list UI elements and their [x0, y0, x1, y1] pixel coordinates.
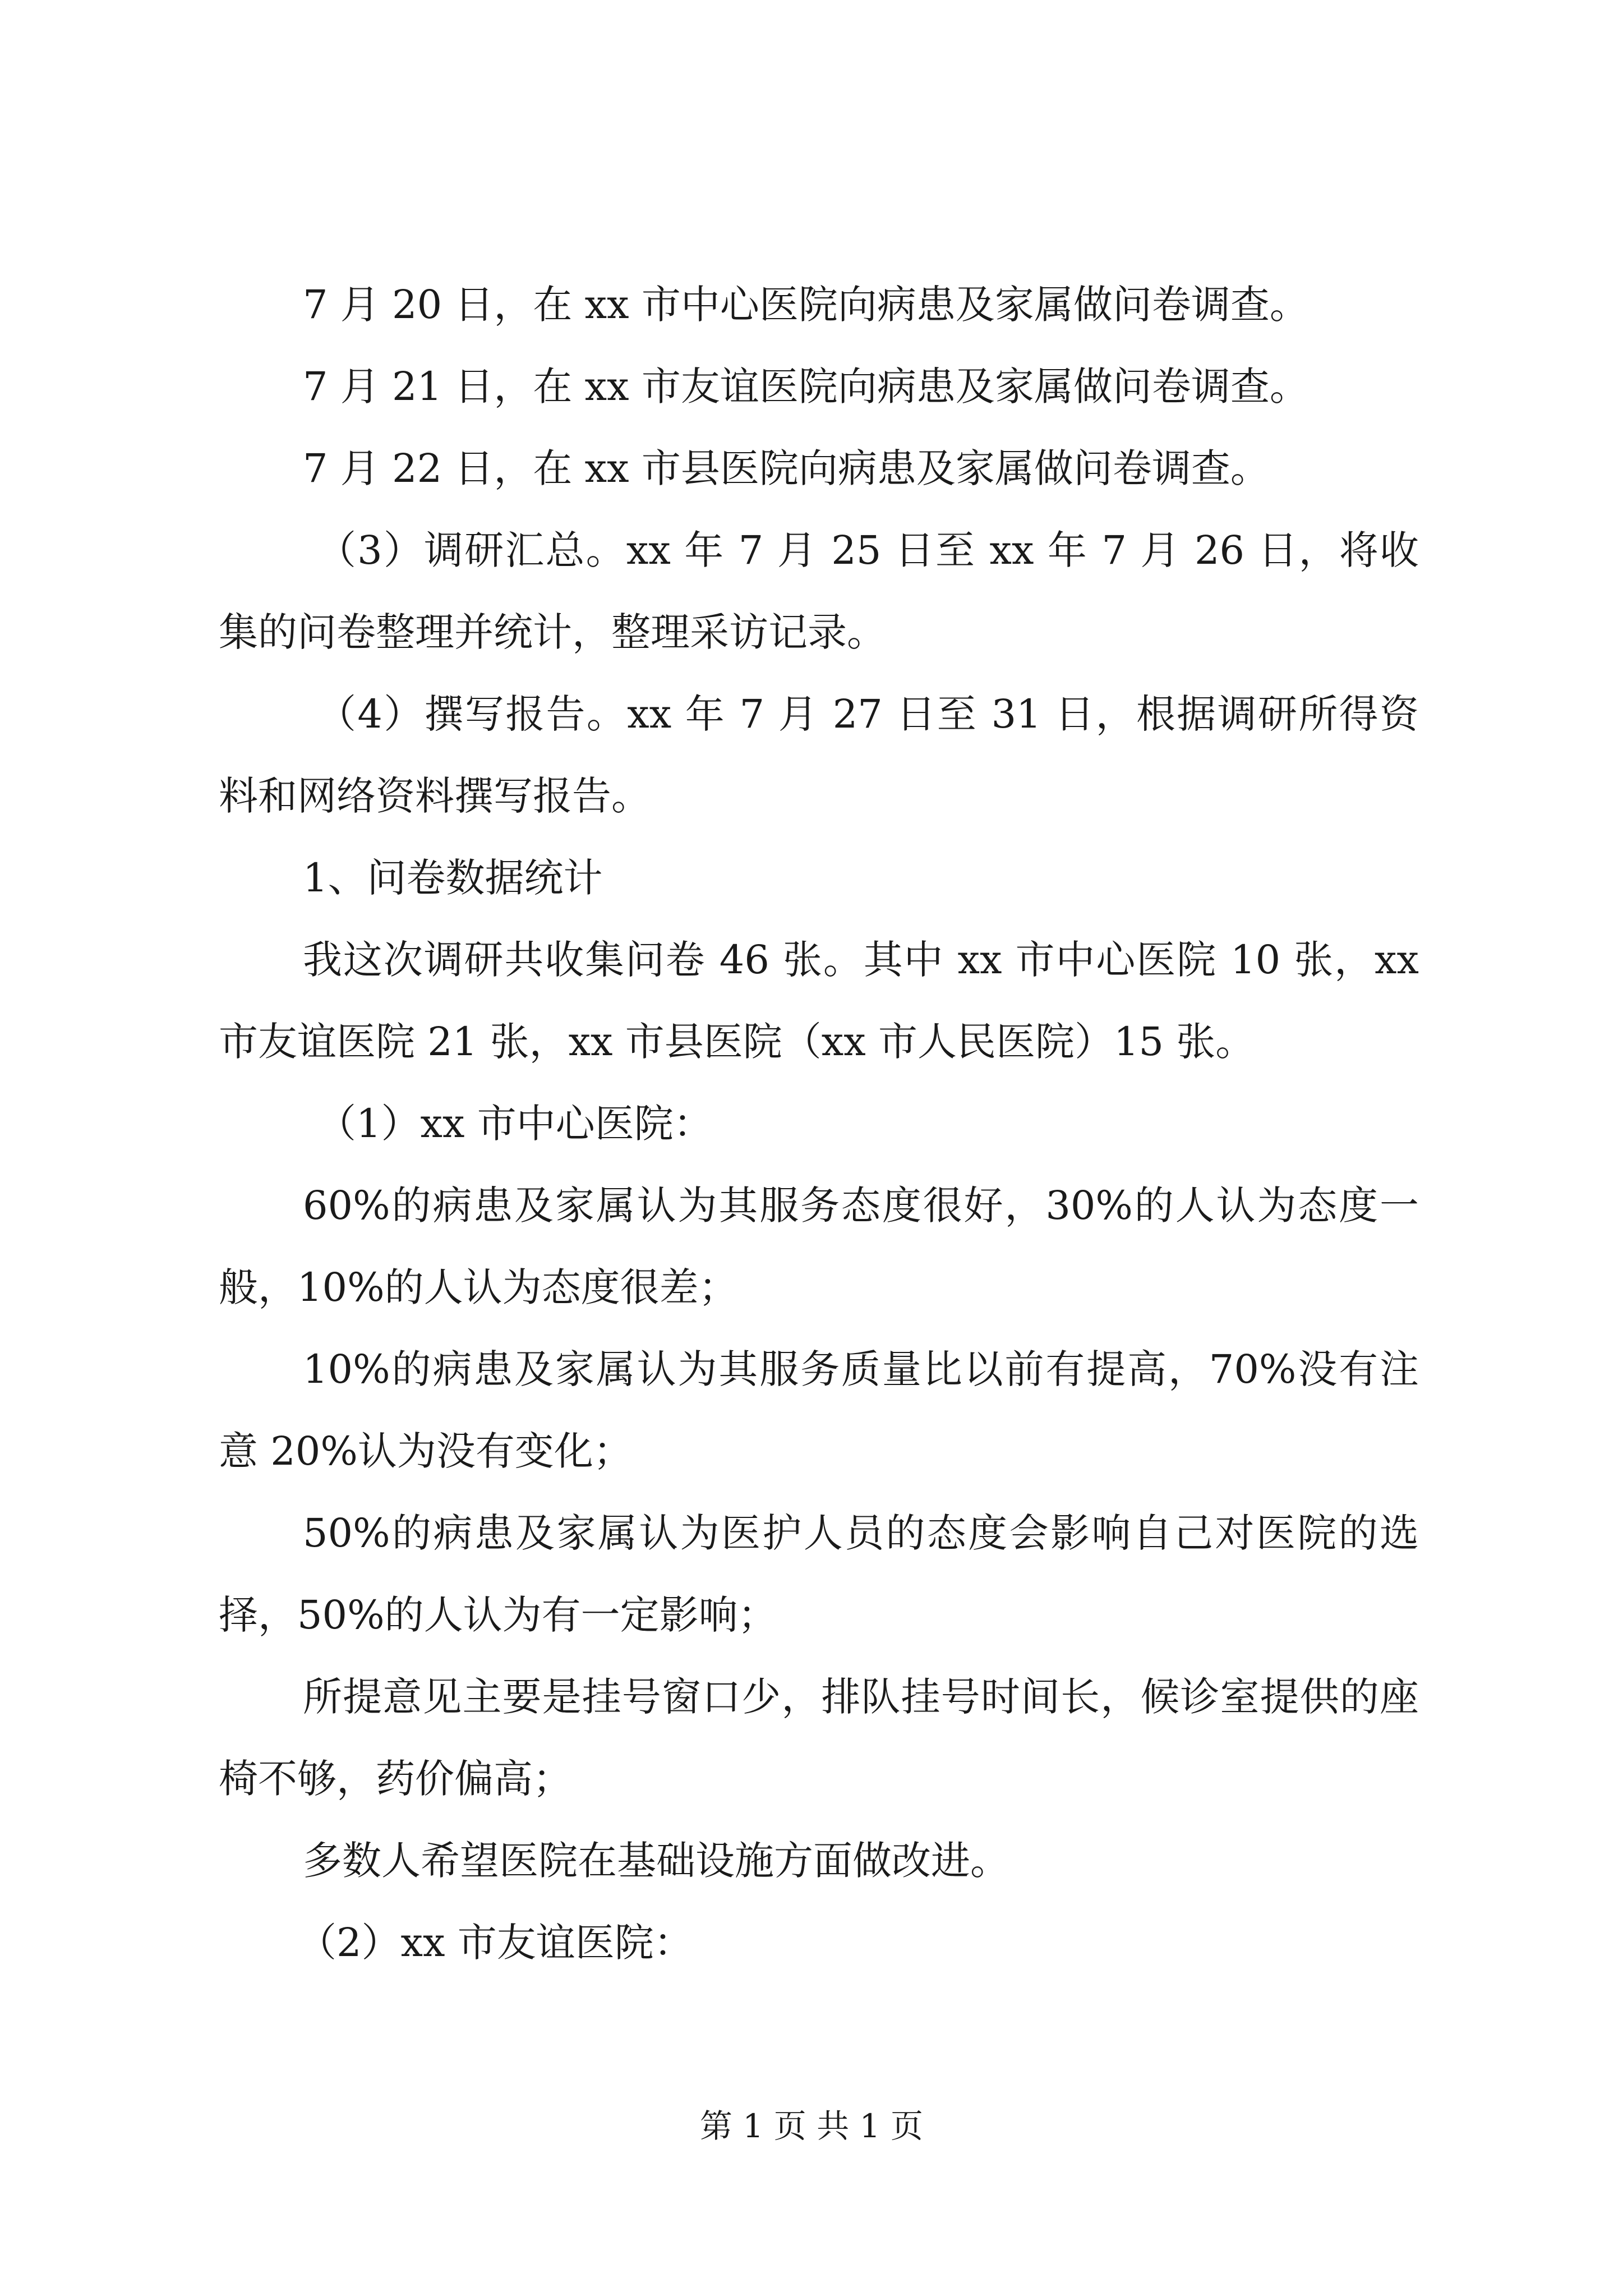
- paragraph-research-summary: （3）调研汇总。xx 年 7 月 25 日至 xx 年 7 月 26 日，将收集的问卷整理并统计，整理采访记录。: [219, 527, 1419, 655]
- paragraph-survey-jul-22: 7 月 22 日，在 xx 市县医院向病患及家属做问卷调查。: [303, 445, 1270, 491]
- paragraph-survey-jul-20: 7 月 20 日，在 xx 市中心医院向病患及家属做问卷调查。: [303, 282, 1309, 328]
- paragraph-questionnaire-totals: 我这次调研共收集问卷 46 张。其中 xx 市中心医院 10 张，xx 市友谊医院 21 张，xx 市县医院（xx 市人民医院）15 张。: [219, 937, 1419, 1065]
- paragraph-write-report: （4）撰写报告。xx 年 7 月 27 日至 31 日，根据调研所得资料和网络资料撰写报告。: [219, 691, 1419, 819]
- paragraph-staff-attitude-influence: 50%的病患及家属认为医护人员的态度会影响自己对医院的选择，50%的人认为有一定影响；: [219, 1510, 1419, 1638]
- paragraph-suggestions: 所提意见主要是挂号窗口少，排队挂号时间长，候诊室提供的座椅不够，药价偏高；: [219, 1674, 1419, 1802]
- section-heading-questionnaire-stats: 1、问卷数据统计: [303, 855, 603, 901]
- paragraph-survey-jul-21: 7 月 21 日，在 xx 市友谊医院向病患及家属做问卷调查。: [303, 364, 1309, 409]
- document-body: [219, 264, 1419, 1984]
- subheading-central-hospital: （1）xx 市中心医院：: [317, 1101, 713, 1147]
- paragraph-service-attitude: 60%的病患及家属认为其服务态度很好，30%的人认为态度一般，10%的人认为态度很差；: [219, 1182, 1419, 1310]
- paragraph-service-quality: 10%的病患及家属认为其服务质量比以前有提高，70%没有注意 20%认为没有变化；: [219, 1346, 1419, 1474]
- subheading-friendship-hospital: （2）xx 市友谊医院：: [297, 1920, 693, 1966]
- paragraph-infrastructure-hope: 多数人希望医院在基础设施方面做改进。: [303, 1838, 1009, 1884]
- page-footer: 第 1 页 共 1 页: [700, 2107, 923, 2145]
